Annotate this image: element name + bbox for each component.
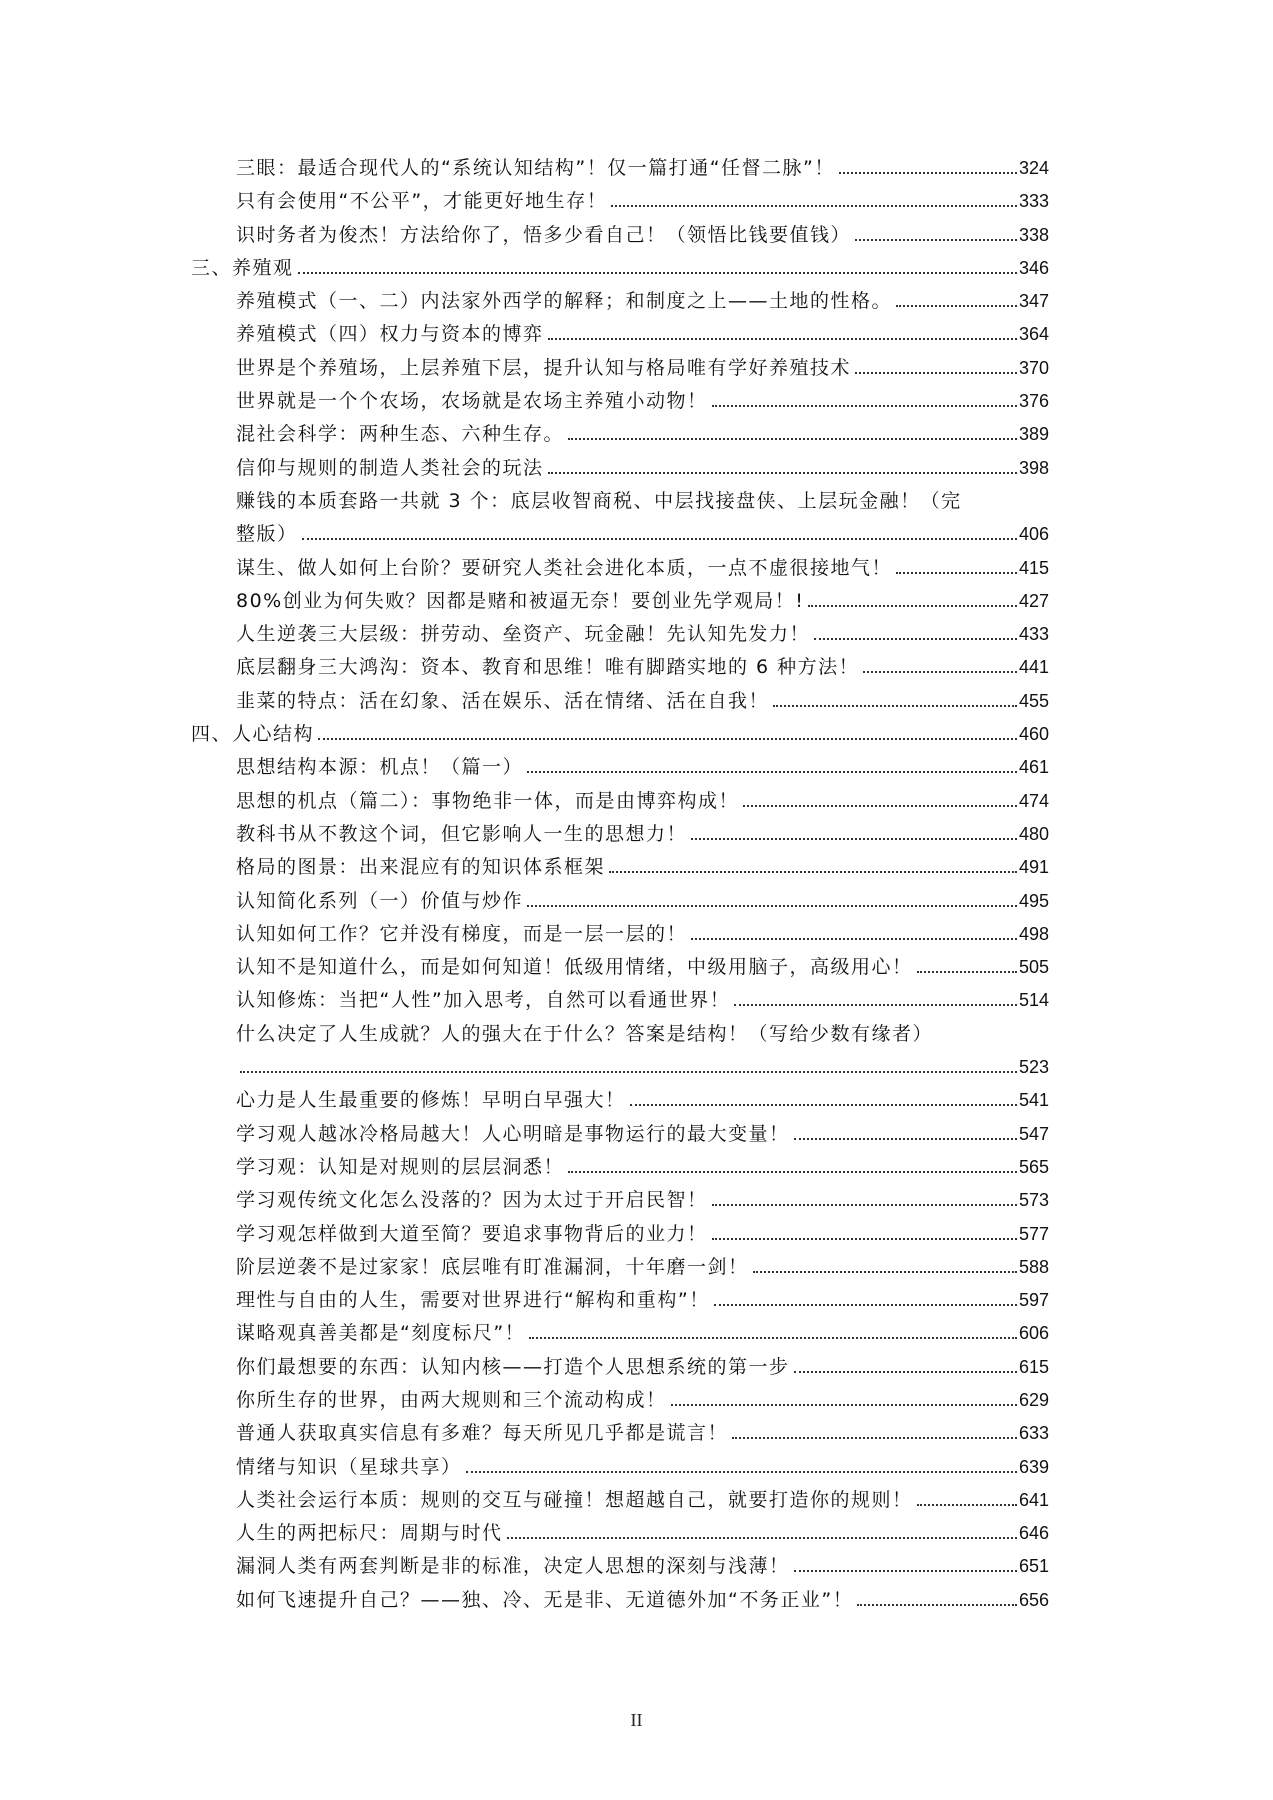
toc-entry[interactable] xyxy=(236,152,1049,185)
dot-leader xyxy=(712,1204,1017,1206)
toc-entry-title: 教科书从不教这个词，但它影响人一生的思想力！ xyxy=(236,822,688,845)
toc-entry[interactable] xyxy=(236,951,1049,984)
toc-section-title: 三、养殖观 xyxy=(191,256,294,279)
toc-entry-page: 606 xyxy=(1018,1323,1049,1344)
toc-entry-page: 523 xyxy=(1018,1057,1049,1078)
dot-leader xyxy=(529,1337,1017,1339)
toc-entry[interactable] xyxy=(236,1351,1049,1384)
toc-entry[interactable] xyxy=(236,851,1049,884)
toc-entry[interactable] xyxy=(236,984,1049,1017)
toc-entry[interactable] xyxy=(236,385,1049,418)
toc-entry-title: 思想的机点（篇二）：事物绝非一体，而是由博弈构成！ xyxy=(236,789,740,812)
dot-leader xyxy=(240,1071,1017,1073)
toc-entry-title: 学习观怎样做到大道至简？要追求事物背后的业力！ xyxy=(236,1222,708,1245)
dot-leader xyxy=(298,272,1017,274)
dot-leader xyxy=(714,1304,1017,1306)
toc-entry[interactable] xyxy=(236,1417,1049,1450)
toc-entry-title: 理性与自由的人生，需要对世界进行“解构和重构”！ xyxy=(236,1289,710,1312)
toc-entry[interactable] xyxy=(236,1317,1049,1350)
toc-entry-title-continued: 整版） xyxy=(236,523,298,546)
toc-entry[interactable] xyxy=(236,918,1049,951)
toc-entry-title: 学习观人越冰冷格局越大！人心明暗是事物运行的最大变量！ xyxy=(236,1122,790,1145)
toc-entry-page: 547 xyxy=(1018,1123,1049,1144)
toc-entry-title: 学习观传统文化怎么没落的？因为太过于开启民智！ xyxy=(236,1189,708,1212)
toc-entry-page: 427 xyxy=(1018,590,1049,611)
page-number: II xyxy=(630,1710,643,1730)
dot-leader xyxy=(863,671,1017,673)
dot-leader xyxy=(548,338,1017,340)
toc-entry-page: 577 xyxy=(1018,1223,1049,1244)
dot-leader xyxy=(794,1371,1017,1373)
dot-leader xyxy=(732,1437,1017,1439)
toc-entry-page: 633 xyxy=(1018,1423,1049,1444)
toc-entry[interactable] xyxy=(236,1550,1049,1583)
toc-entry[interactable] xyxy=(236,785,1049,818)
toc-entry[interactable] xyxy=(236,818,1049,851)
toc-entry[interactable] xyxy=(236,485,1049,518)
toc-entry-page: 338 xyxy=(1018,224,1049,245)
toc-entry-title: 认知修炼：当把“人性”加入思考，自然可以看通世界！ xyxy=(236,989,731,1012)
table-of-contents xyxy=(0,152,1273,1617)
toc-entry-page: 333 xyxy=(1018,191,1049,212)
dot-leader xyxy=(855,239,1017,241)
toc-entry-page: 573 xyxy=(1018,1190,1049,1211)
toc-entry-title: 谋略观真善美都是“刻度标尺”！ xyxy=(236,1322,526,1345)
dot-leader xyxy=(318,738,1017,740)
toc-entry[interactable] xyxy=(236,1018,1049,1051)
dot-leader xyxy=(896,572,1017,574)
dot-leader xyxy=(691,838,1017,840)
dot-leader xyxy=(896,305,1017,307)
dot-leader xyxy=(855,372,1017,374)
toc-entry[interactable] xyxy=(236,285,1049,318)
toc-entry[interactable] xyxy=(236,1251,1049,1284)
toc-entry-page: 597 xyxy=(1018,1290,1049,1311)
toc-entry-page: 398 xyxy=(1018,457,1049,478)
toc-entry-title: 人生的两把标尺：周期与时代 xyxy=(236,1522,503,1545)
toc-entry-title: 认知如何工作？它并没有梯度，而是一层一层的！ xyxy=(236,922,688,945)
dot-leader xyxy=(527,905,1017,907)
toc-entry[interactable] xyxy=(236,751,1049,784)
dot-leader xyxy=(794,1138,1017,1140)
toc-entry-title: 韭菜的特点：活在幻象、活在娱乐、活在情绪、活在自我！ xyxy=(236,689,770,712)
toc-entry-page: 455 xyxy=(1018,690,1049,711)
toc-entry-page: 415 xyxy=(1018,557,1049,578)
toc-entry-page: 376 xyxy=(1018,391,1049,412)
dot-leader xyxy=(773,705,1017,707)
dot-leader xyxy=(734,1004,1017,1006)
toc-entry-title: 人类社会运行本质：规则的交互与碰撞！想超越自己，就要打造你的规则！ xyxy=(236,1488,913,1511)
dot-leader xyxy=(527,771,1017,773)
dot-leader xyxy=(691,938,1017,940)
dot-leader xyxy=(712,405,1017,407)
toc-entry-page: 347 xyxy=(1018,291,1049,312)
toc-entry[interactable] xyxy=(236,1584,1049,1617)
toc-entry[interactable] xyxy=(236,185,1049,218)
toc-entry-title: 底层翻身三大鸿沟：资本、教育和思维！唯有脚踏实地的 6 种方法！ xyxy=(236,656,860,679)
toc-entry[interactable] xyxy=(236,552,1049,585)
toc-entry-page: 505 xyxy=(1018,957,1049,978)
toc-entry-title: 心力是人生最重要的修炼！早明白早强大！ xyxy=(236,1089,626,1112)
dot-leader xyxy=(814,638,1017,640)
toc-entry-title: 赚钱的本质套路一共就 3 个：底层收智商税、中层找接盘侠、上层玩金融！（完 xyxy=(236,489,962,512)
toc-entry-page: 495 xyxy=(1018,890,1049,911)
dot-leader xyxy=(917,971,1017,973)
toc-entry-page: 629 xyxy=(1018,1389,1049,1410)
dot-leader xyxy=(568,1171,1017,1173)
toc-entry-title: 认知简化系列（一）价值与炒作 xyxy=(236,889,524,912)
toc-entry-title: 谋生、做人如何上台阶？要研究人类社会进化本质，一点不虚很接地气！ xyxy=(236,556,893,579)
toc-entry-title: 识时务者为俊杰！方法给你了，悟多少看自己！（领悟比钱要值钱） xyxy=(236,223,852,246)
dot-leader xyxy=(302,538,1017,540)
dot-leader xyxy=(753,1271,1017,1273)
toc-entry-title: 认知不是知道什么，而是如何知道！低级用情绪，中级用脑子，高级用心！ xyxy=(236,956,913,979)
toc-entry[interactable] xyxy=(236,318,1049,351)
toc-section-title: 四、人心结构 xyxy=(191,723,315,746)
toc-entry-page: 639 xyxy=(1018,1456,1049,1477)
toc-entry-title: 漏洞人类有两套判断是非的标准，决定人思想的深刻与浅薄！ xyxy=(236,1555,790,1578)
dot-leader xyxy=(857,1604,1017,1606)
toc-entry-title: 如何飞速提升自己？——独、冷、无是非、无道德外加“不务正业”！ xyxy=(236,1588,854,1611)
toc-entry[interactable] xyxy=(236,1451,1049,1484)
toc-entry-page: 480 xyxy=(1018,823,1049,844)
dot-leader xyxy=(794,1570,1017,1572)
toc-entry-page: 656 xyxy=(1018,1589,1049,1610)
dot-leader xyxy=(839,172,1017,174)
toc-entry-continuation[interactable] xyxy=(236,1051,1049,1084)
toc-entry-page: 514 xyxy=(1018,990,1049,1011)
toc-entry-page: 433 xyxy=(1018,624,1049,645)
toc-entry-title: 你们最想要的东西：认知内核——打造个人思想系统的第一步 xyxy=(236,1355,790,1378)
toc-entry[interactable] xyxy=(236,651,1049,684)
toc-entry[interactable] xyxy=(236,219,1049,252)
toc-section[interactable] xyxy=(191,718,1049,751)
toc-entry[interactable] xyxy=(236,585,1049,618)
toc-entry-title: 三眼：最适合现代人的“系统认知结构”！仅一篇打通“任督二脉”！ xyxy=(236,157,835,179)
toc-entry-page: 641 xyxy=(1018,1489,1049,1510)
toc-entry-title: 世界是个养殖场，上层养殖下层，提升认知与格局唯有学好养殖技术 xyxy=(236,356,852,379)
toc-entry-title: 你所生存的世界，由两大规则和三个流动构成！ xyxy=(236,1388,667,1411)
toc-entry-page: 324 xyxy=(1018,158,1049,178)
toc-entry-page: 474 xyxy=(1018,790,1049,811)
toc-entry-title: 阶层逆袭不是过家家！底层唯有盯准漏洞，十年磨一剑！ xyxy=(236,1255,749,1278)
toc-entry[interactable] xyxy=(236,1184,1049,1217)
toc-entry-page: 364 xyxy=(1018,324,1049,345)
toc-entry-page: 565 xyxy=(1018,1156,1049,1177)
dot-leader xyxy=(611,205,1017,207)
toc-entry-page: 406 xyxy=(1018,524,1049,545)
toc-entry[interactable] xyxy=(236,1084,1049,1117)
toc-entry-title: 格局的图景：出来混应有的知识体系框架 xyxy=(236,856,606,879)
toc-entry-page: 491 xyxy=(1018,857,1049,878)
toc-entry[interactable] xyxy=(236,618,1049,651)
toc-entry[interactable] xyxy=(236,1517,1049,1550)
dot-leader xyxy=(630,1104,1017,1106)
toc-entry[interactable] xyxy=(236,452,1049,485)
toc-entry-title: 80%创业为何失败？因都是赌和被逼无奈！要创业先学观局！! xyxy=(236,589,805,612)
toc-entry-page: 615 xyxy=(1018,1356,1049,1377)
toc-entry-title: 什么决定了人生成就？人的强大在于什么？答案是结构！（写给少数有缘者） xyxy=(236,1022,934,1045)
toc-entry-title: 人生逆袭三大层级：拼劳动、垒资产、玩金融！先认知先发力！ xyxy=(236,623,811,646)
toc-entry-title: 普通人获取真实信息有多难？每天所见几乎都是谎言！ xyxy=(236,1422,729,1445)
toc-entry-page: 389 xyxy=(1018,424,1049,445)
toc-entry-page: 346 xyxy=(1018,257,1049,278)
toc-entry-title: 养殖模式（四）权力与资本的博弈 xyxy=(236,323,544,346)
dot-leader xyxy=(671,1404,1017,1406)
toc-entry[interactable] xyxy=(236,1384,1049,1417)
dot-leader xyxy=(712,1238,1017,1240)
toc-entry[interactable] xyxy=(236,1218,1049,1251)
toc-entry-title: 混社会科学：两种生态、六种生存。 xyxy=(236,423,565,446)
toc-entry[interactable] xyxy=(236,1151,1049,1184)
toc-entry-title: 学习观：认知是对规则的层层洞悉！ xyxy=(236,1155,565,1178)
dot-leader xyxy=(466,1471,1017,1473)
toc-entry-page: 646 xyxy=(1018,1523,1049,1544)
toc-entry-page: 441 xyxy=(1018,657,1049,678)
toc-entry[interactable] xyxy=(236,1284,1049,1317)
dot-leader xyxy=(743,805,1017,807)
toc-entry-page: 460 xyxy=(1018,724,1049,745)
toc-entry-page: 498 xyxy=(1018,923,1049,944)
dot-leader xyxy=(548,472,1017,474)
toc-entry-title: 信仰与规则的制造人类社会的玩法 xyxy=(236,456,544,479)
toc-entry-title: 世界就是一个个农场，农场就是农场主养殖小动物！ xyxy=(236,390,708,413)
dot-leader xyxy=(609,871,1017,873)
toc-entry-title: 思想结构本源：机点！（篇一） xyxy=(236,756,524,779)
toc-entry-continuation[interactable] xyxy=(236,518,1049,551)
dot-leader xyxy=(568,438,1017,440)
toc-entry-page: 461 xyxy=(1018,757,1049,778)
toc-entry[interactable] xyxy=(236,1484,1049,1517)
toc-section[interactable] xyxy=(191,252,1049,285)
toc-entry[interactable] xyxy=(236,885,1049,918)
toc-entry[interactable] xyxy=(236,685,1049,718)
dot-leader xyxy=(507,1537,1017,1539)
toc-entry-page: 370 xyxy=(1018,357,1049,378)
dot-leader xyxy=(808,605,1017,607)
toc-entry-page: 588 xyxy=(1018,1256,1049,1277)
toc-entry-title: 养殖模式（一、二）内法家外西学的解释；和制度之上——土地的性格。 xyxy=(236,290,893,313)
toc-entry-page: 651 xyxy=(1018,1556,1049,1577)
toc-entry[interactable] xyxy=(236,352,1049,385)
dot-leader xyxy=(917,1504,1017,1506)
toc-entry-page: 541 xyxy=(1018,1090,1049,1111)
toc-entry[interactable] xyxy=(236,418,1049,451)
toc-entry-title: 只有会使用“不公平”，才能更好地生存！ xyxy=(236,190,608,213)
toc-entry[interactable] xyxy=(236,1118,1049,1151)
toc-entry-title: 情绪与知识（星球共享） xyxy=(236,1455,462,1478)
